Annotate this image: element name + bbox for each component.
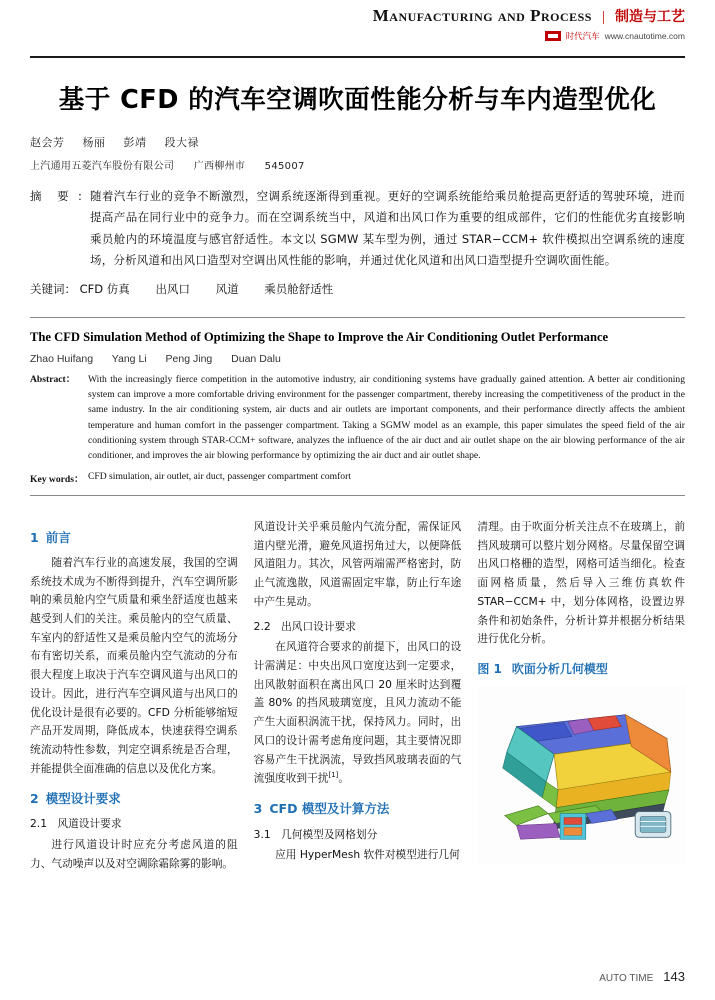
authors-en <box>30 353 685 365</box>
affiliation-zip: 545007 <box>264 161 305 172</box>
footer-page-number: 143 <box>663 969 685 984</box>
keyword-cn-2: 出风口 <box>155 282 190 297</box>
masthead-titles <box>373 0 685 26</box>
author-en-2: Yang Li <box>111 353 147 366</box>
page-footer <box>599 969 685 984</box>
author-en-4: Duan Dalu <box>231 353 281 366</box>
author-cn-1: 赵会芳 <box>30 136 65 149</box>
cabin-geometry-svg <box>477 686 685 864</box>
section-heading-2 <box>30 788 238 810</box>
brand-name-cn: 时代汽车 <box>565 32 600 42</box>
subsection-3-1-number: 3.1 <box>253 827 271 841</box>
keyword-cn-3: 风道 <box>215 282 239 297</box>
section-3-number: 3 <box>253 800 263 816</box>
section-2-title: 模型设计要求 <box>45 790 121 806</box>
section-2-number: 2 <box>30 790 39 806</box>
subsection-2-1-title: 风道设计要求 <box>57 817 122 831</box>
page-title-en: The CFD Simulation Method of Optimizing the Shape to Improve the Air Conditioning Outlet Performance <box>30 317 685 345</box>
section-1-title: 前言 <box>45 530 71 545</box>
keywords-en <box>30 471 685 496</box>
keywords-cn <box>30 281 685 297</box>
brand-url: www.cnautotime.com <box>604 31 685 41</box>
footer-journal: AUTO TIME <box>599 973 654 984</box>
paragraph-mesh-cont: 清理。由于吹面分析关注点不在玻璃上，前挡风玻璃可以整片划分网格。尽量保留空调出风口格栅的造型，网格可适当细化。检查面网格质量，然后导入三维仿真软件 STAR−CCM+ 中，划分体网格，设置边界条件和初始条件，分析计算并根据分析结果进行优化分析。 <box>477 520 686 646</box>
abstract-en-text: With the increasingly fierce competition in the automotive industry, air conditioning systems have gradually gained attention. A better air conditioning system can improve a more comfortable driving environment for the passenger compartment, thereby increasing the competitiveness of the product in the same industry. In the air conditioning system, air ducts and air outlets are important components, and their performance directly affects the ambient temperature and human comfort in the passenger compartment. Taking a SGMW model as an example, this paper simulates the speed field of the air conditioning system through STAR-CCM+ software, analyzes the influence of the air duct and air outlet shape on the air blowing performance of the air conditioner, and improves the air blowing performance by optimizing the air duct and air outlet shape. <box>88 374 685 461</box>
author-en-1: Zhao Huifang <box>30 353 94 366</box>
author-cn-3: 彭靖 <box>123 136 147 149</box>
keyword-cn-4: 乘员舱舒适性 <box>264 282 334 297</box>
masthead-separator: | <box>601 9 605 25</box>
figure-label: 图 1 <box>477 662 502 677</box>
masthead-brand <box>545 30 685 42</box>
citation-ref: [1] <box>328 771 339 780</box>
journal-section-en: Manufacturing and Process <box>372 6 592 25</box>
paragraph-intro: 随着汽车行业的高速发展，我国的空调系统技术成为不断得到提升，汽车空调所影响的乘员舱内空气质量和乘坐舒适度也越来越受到人们的关注。乘员舱内的空气质量、车室内的舒适性又是乘员舱内空气的流场分布有密切关系，而乘员舱内空气流动的分布很大程度上取决于汽车空调风道与出风口的设计。因此，进行汽车空调风道与出风口的优化设计是很有必要的。CFD 分析能够缩短产品开发周期，降低成本，快速获得空调系统流动特性参数，判定空调系统是否合理，并能提供全面准确的信息以及优化方案。 <box>30 555 238 775</box>
paragraph-duct-design: 进行风道设计时应充分考虑风道的阻力、气动噪声以及对空调除霜除雾的影响。 <box>30 838 238 870</box>
body-columns <box>30 518 686 870</box>
section-3-title: CFD 模型及计算方法 <box>269 800 390 816</box>
subsection-2-2-title: 出风口设计要求 <box>281 619 356 633</box>
keywords-en-text: CFD simulation, air outlet, air duct, passenger compartment comfort <box>88 471 351 482</box>
paragraph-mesh: 应用 HyperMesh 软件对模型进行几何 <box>275 848 460 862</box>
abstract-en-label: Abstract： <box>30 374 76 386</box>
abstract-cn <box>30 186 685 271</box>
air-outlet-model <box>636 812 672 838</box>
journal-section-cn: 制造与工艺 <box>615 9 685 25</box>
abstract-cn-colon: : <box>78 189 82 203</box>
figure-image <box>477 686 685 864</box>
paragraph-outlet-text: 在风道符合要求的前提下，出风口的设计需满足：中央出风口宽度达到一定要求，出风散射面积在离出风口 20 厘米时达到覆盖 80% 的挡风玻璃宽度，且风力流动不能产生大面积涡流干扰，保持风力。同时，出风口的设计需考虑角度问题，其主要情况即容易产生干扰涡流，导致挡风玻璃表面的气流强度收到干扰 <box>253 640 462 785</box>
paragraph-outlet-end: 。 <box>338 771 350 785</box>
abstract-en <box>30 372 685 463</box>
body-column-2 <box>253 518 462 862</box>
section-1-number: 1 <box>30 530 39 545</box>
abstract-cn-label: 摘 要 <box>30 189 75 203</box>
brand-logo-icon <box>545 31 561 41</box>
body-column-3 <box>477 518 685 858</box>
keywords-cn-label: 关键词： <box>30 282 76 297</box>
keyword-cn-1: CFD 仿真 <box>79 282 130 297</box>
affiliation-org: 上汽通用五菱汽车股份有限公司 <box>30 161 175 172</box>
subsection-heading-2-2 <box>254 618 462 637</box>
subsection-2-1-number: 2.1 <box>30 817 47 831</box>
section-heading-3 <box>254 798 462 820</box>
paragraph-duct-cont: 风道设计关乎乘员舱内气流分配，需保证风道内壁光滑，避免风道拐角过大，以便降低风道阻力。其次，风管两端需严格密封，防止气流逸散，风道需固定牢靠，防止行车途中产生晃动。 <box>253 520 462 608</box>
subsection-heading-2-1 <box>30 815 238 834</box>
author-cn-2: 杨丽 <box>82 136 106 149</box>
subsection-heading-3-1 <box>254 826 462 845</box>
keywords-en-label: Key words： <box>30 474 84 485</box>
affiliation-cn <box>30 157 685 172</box>
section-heading-1 <box>30 527 238 549</box>
author-en-3: Peng Jing <box>165 353 213 366</box>
paragraph-outlet-design <box>254 638 462 788</box>
subsection-3-1-title: 几何模型及网格划分 <box>281 827 378 841</box>
page-masthead <box>30 0 685 58</box>
page-title: 基于 CFD 的汽车空调吹面性能分析与车内造型优化 <box>58 85 657 115</box>
abstract-cn-text: 随着汽车行业的竞争不断激烈，空调系统逐渐得到重视。更好的空调系统能给乘员舱提高更舒适的驾驶环境，进而提高产品在同行业中的竞争力。而在空调系统当中，风道和出风口作为重要的组成部件，它们的性能优劣直接影响乘员舱内的环境温度与感官舒适性。本文以 SGMW 某车型为例，通过 STAR−CCM+ 软件模拟出空调系统的速度场，分析风道和出风口造型对空调出风性能的影响，并通过优化风道和出风口造型提升空调吹面性能。 <box>90 189 685 267</box>
authors-cn <box>30 134 685 150</box>
subsection-2-2-number: 2.2 <box>253 619 271 633</box>
figure-title: 吹面分析几何模型 <box>511 662 608 677</box>
affiliation-city: 广西柳州市 <box>193 161 246 172</box>
author-cn-4: 段大禄 <box>164 136 199 149</box>
figure-caption <box>477 659 685 680</box>
body-column-1 <box>30 518 238 870</box>
